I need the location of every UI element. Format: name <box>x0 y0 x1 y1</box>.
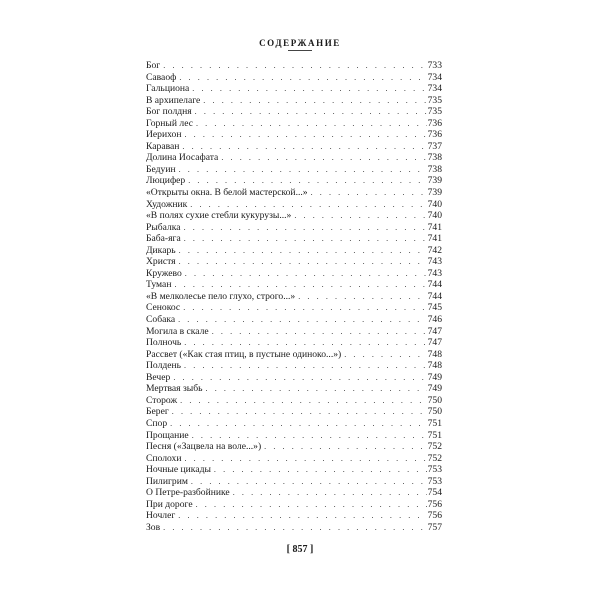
toc-entry-page: 756 <box>427 498 442 510</box>
toc-entry-page: 747 <box>427 325 442 337</box>
dot-leader <box>206 383 427 395</box>
toc-entry-title: Бог <box>146 60 161 71</box>
toc-entry-title: Сторож <box>146 394 178 406</box>
toc-entry-page: 753 <box>427 464 442 476</box>
toc-entry-page: 747 <box>427 337 442 349</box>
dot-leader <box>178 510 426 522</box>
toc-entry-title: Бог полдня <box>146 106 192 118</box>
toc-entry-page: 744 <box>427 279 442 291</box>
toc-entry-page: 751 <box>427 429 442 441</box>
toc-entry-title: Туман <box>146 279 172 291</box>
dot-leader <box>188 175 426 187</box>
dot-leader <box>179 72 426 84</box>
toc-entry <box>146 141 442 153</box>
toc-entry <box>146 337 442 349</box>
toc-entry-page: 746 <box>427 314 442 326</box>
toc-entry <box>146 199 442 211</box>
toc-entry <box>146 441 442 453</box>
bracket-right: ] <box>310 544 314 555</box>
toc-entry-page: 733 <box>427 60 442 71</box>
toc-entry <box>146 487 442 499</box>
toc-entry <box>146 268 442 280</box>
toc-entry <box>146 314 442 326</box>
toc-entry-title: Зов <box>146 521 161 533</box>
toc-entry-page: 752 <box>427 441 442 453</box>
toc-entry-title: Песня («Зацвела на воле...») <box>146 441 262 453</box>
toc-entry-title: Сенокос <box>146 302 181 314</box>
toc-entry-title: Прощание <box>146 429 189 441</box>
toc-entry <box>146 430 442 442</box>
toc-entry-title: Художник <box>146 198 188 210</box>
toc-entry-page: 748 <box>427 348 442 360</box>
dot-leader <box>179 256 427 268</box>
toc-entry <box>146 106 442 118</box>
toc-entry <box>146 291 442 303</box>
toc-entry-title: Христя <box>146 256 176 268</box>
toc-entry-page: 740 <box>427 198 442 210</box>
toc-entry-title: Караван <box>146 140 180 152</box>
toc-entry-page: 737 <box>427 140 442 152</box>
toc-entry <box>146 395 442 407</box>
toc-entry-page: 754 <box>427 487 442 499</box>
toc-entry-page: 748 <box>427 360 442 372</box>
page-number <box>0 544 600 556</box>
toc-entry-title: Могила в скале <box>146 325 209 337</box>
toc-entry <box>146 406 442 418</box>
toc-entry-title: Кружево <box>146 267 182 279</box>
toc-entry-title: При дороге <box>146 498 193 510</box>
toc-entry-page: 739 <box>427 175 442 187</box>
toc-entry-page: 738 <box>427 163 442 175</box>
dot-leader <box>184 453 426 465</box>
toc-entry-title: Рассвет («Как стая птиц, в пустыне одиноко...») <box>146 348 342 360</box>
toc-entry <box>146 522 442 534</box>
toc-entry <box>146 72 442 84</box>
dot-leader <box>184 337 426 349</box>
toc-entry-title: «В полях сухие стебли кукурузы...» <box>146 210 292 222</box>
toc-entry <box>146 129 442 141</box>
toc-entry-page: 740 <box>427 210 442 222</box>
toc-entry-title: Бедуин <box>146 163 176 175</box>
toc-entry <box>146 210 442 222</box>
dot-leader <box>191 476 427 488</box>
toc-entry-title: Люцифер <box>146 175 186 187</box>
dot-leader <box>163 522 426 534</box>
dot-leader <box>170 418 426 430</box>
toc-entry-title: Гальциона <box>146 83 190 95</box>
toc-entry-page: 736 <box>427 117 442 129</box>
toc-entry-title: «В мелколесье пело глухо, строго...» <box>146 290 296 302</box>
dot-leader <box>196 499 427 511</box>
toc-entry <box>146 372 442 384</box>
toc-entry <box>146 349 442 361</box>
toc-entry <box>146 499 442 511</box>
toc-entry-page: 753 <box>427 475 442 487</box>
dot-leader <box>172 406 427 418</box>
toc-entry-page: 738 <box>427 152 442 164</box>
dot-leader <box>192 430 427 442</box>
dot-leader <box>185 268 427 280</box>
toc-entry-title: Рыбалка <box>146 221 181 233</box>
title-rule <box>288 50 312 51</box>
toc-entry-page: 735 <box>427 106 442 118</box>
dot-leader <box>212 326 427 338</box>
bracket-left: [ <box>286 544 290 555</box>
dot-leader <box>178 314 427 326</box>
toc-entry-title: Баба-яга <box>146 233 181 245</box>
dot-leader <box>192 83 426 95</box>
toc-entry <box>146 464 442 476</box>
dot-leader <box>180 395 426 407</box>
toc-entry-title: В архипелаге <box>146 94 201 106</box>
table-of-contents <box>146 60 442 533</box>
toc-entry <box>146 233 442 245</box>
dot-leader <box>184 222 427 234</box>
toc-entry <box>146 256 442 268</box>
toc-entry-page: 751 <box>427 417 442 429</box>
toc-entry <box>146 453 442 465</box>
toc-entry <box>146 245 442 257</box>
toc-entry-page: 741 <box>427 233 442 245</box>
dot-leader <box>182 141 426 153</box>
dot-leader <box>214 464 427 476</box>
page-number-value: 857 <box>292 544 308 555</box>
toc-entry <box>146 222 442 234</box>
dot-leader <box>221 152 426 164</box>
dot-leader <box>195 106 427 118</box>
toc-entry-page: 749 <box>427 383 442 395</box>
toc-entry-title: Полночь <box>146 337 182 349</box>
toc-entry <box>146 152 442 164</box>
toc-entry <box>146 175 442 187</box>
toc-entry-page: 750 <box>427 394 442 406</box>
dot-leader <box>196 118 427 130</box>
dot-leader <box>203 95 426 107</box>
toc-entry <box>146 187 442 199</box>
toc-entry-page: 734 <box>427 71 442 83</box>
dot-leader <box>233 487 427 499</box>
toc-entry <box>146 360 442 372</box>
toc-entry-title: О Петре-разбойнике <box>146 487 230 499</box>
toc-entry <box>146 476 442 488</box>
toc-entry-title: Ночные цикады <box>146 464 211 476</box>
toc-entry-title: Пилигрим <box>146 475 188 487</box>
toc-entry-page: 741 <box>427 221 442 233</box>
toc-entry-page: 752 <box>427 452 442 464</box>
toc-entry-page: 742 <box>427 244 442 256</box>
dot-leader <box>183 302 426 314</box>
page-title: СОДЕРЖАНИЕ <box>259 38 341 48</box>
dot-leader <box>184 360 427 372</box>
dot-leader <box>179 245 427 257</box>
dot-leader <box>264 441 426 453</box>
toc-entry-title: Иерихон <box>146 129 182 141</box>
toc-entry-page: 739 <box>427 187 442 199</box>
toc-entry-page: 749 <box>427 371 442 383</box>
dot-leader <box>294 210 426 222</box>
toc-entry-page: 735 <box>427 94 442 106</box>
toc-entry-page: 734 <box>427 83 442 95</box>
toc-entry-page: 745 <box>427 302 442 314</box>
toc-entry-title: Мертвая зыбь <box>146 383 203 395</box>
toc-entry-page: 736 <box>427 129 442 141</box>
toc-entry-title: Вечер <box>146 371 171 383</box>
toc-entry <box>146 60 442 72</box>
toc-entry-title: Спор <box>146 417 168 429</box>
toc-entry-title: Собака <box>146 314 176 326</box>
toc-entry-page: 744 <box>427 290 442 302</box>
toc-entry-title: Горный лес <box>146 117 193 129</box>
toc-entry <box>146 302 442 314</box>
dot-leader <box>174 279 426 291</box>
dot-leader <box>184 233 427 245</box>
toc-entry <box>146 383 442 395</box>
toc-entry-page: 743 <box>427 256 442 268</box>
toc-entry <box>146 95 442 107</box>
toc-entry-title: Сполохи <box>146 452 182 464</box>
toc-entry-page: 743 <box>427 267 442 279</box>
toc-entry-title: «Открыты окна. В белой мастерской...» <box>146 187 308 199</box>
toc-entry-title: Берег <box>146 406 169 418</box>
toc-entry-page: 756 <box>427 510 442 522</box>
dot-leader <box>179 164 427 176</box>
toc-entry <box>146 83 442 95</box>
toc-entry-title: Долина Иосафата <box>146 152 219 164</box>
dot-leader <box>173 372 426 384</box>
toc-entry <box>146 118 442 130</box>
toc-entry-page: 757 <box>427 521 442 533</box>
toc-entry <box>146 510 442 522</box>
dot-leader <box>184 129 426 141</box>
dot-leader <box>190 199 426 211</box>
dot-leader <box>311 187 427 199</box>
dot-leader <box>344 349 426 361</box>
toc-entry <box>146 418 442 430</box>
toc-entry <box>146 279 442 291</box>
toc-entry-title: Ночлег <box>146 510 176 522</box>
toc-entry-page: 750 <box>427 406 442 418</box>
toc-entry <box>146 326 442 338</box>
toc-entry-title: Полдень <box>146 360 182 372</box>
dot-leader <box>163 60 426 72</box>
toc-entry-title: Саваоф <box>146 71 177 83</box>
toc-entry <box>146 164 442 176</box>
toc-entry-title: Дикарь <box>146 244 176 256</box>
dot-leader <box>298 291 426 303</box>
